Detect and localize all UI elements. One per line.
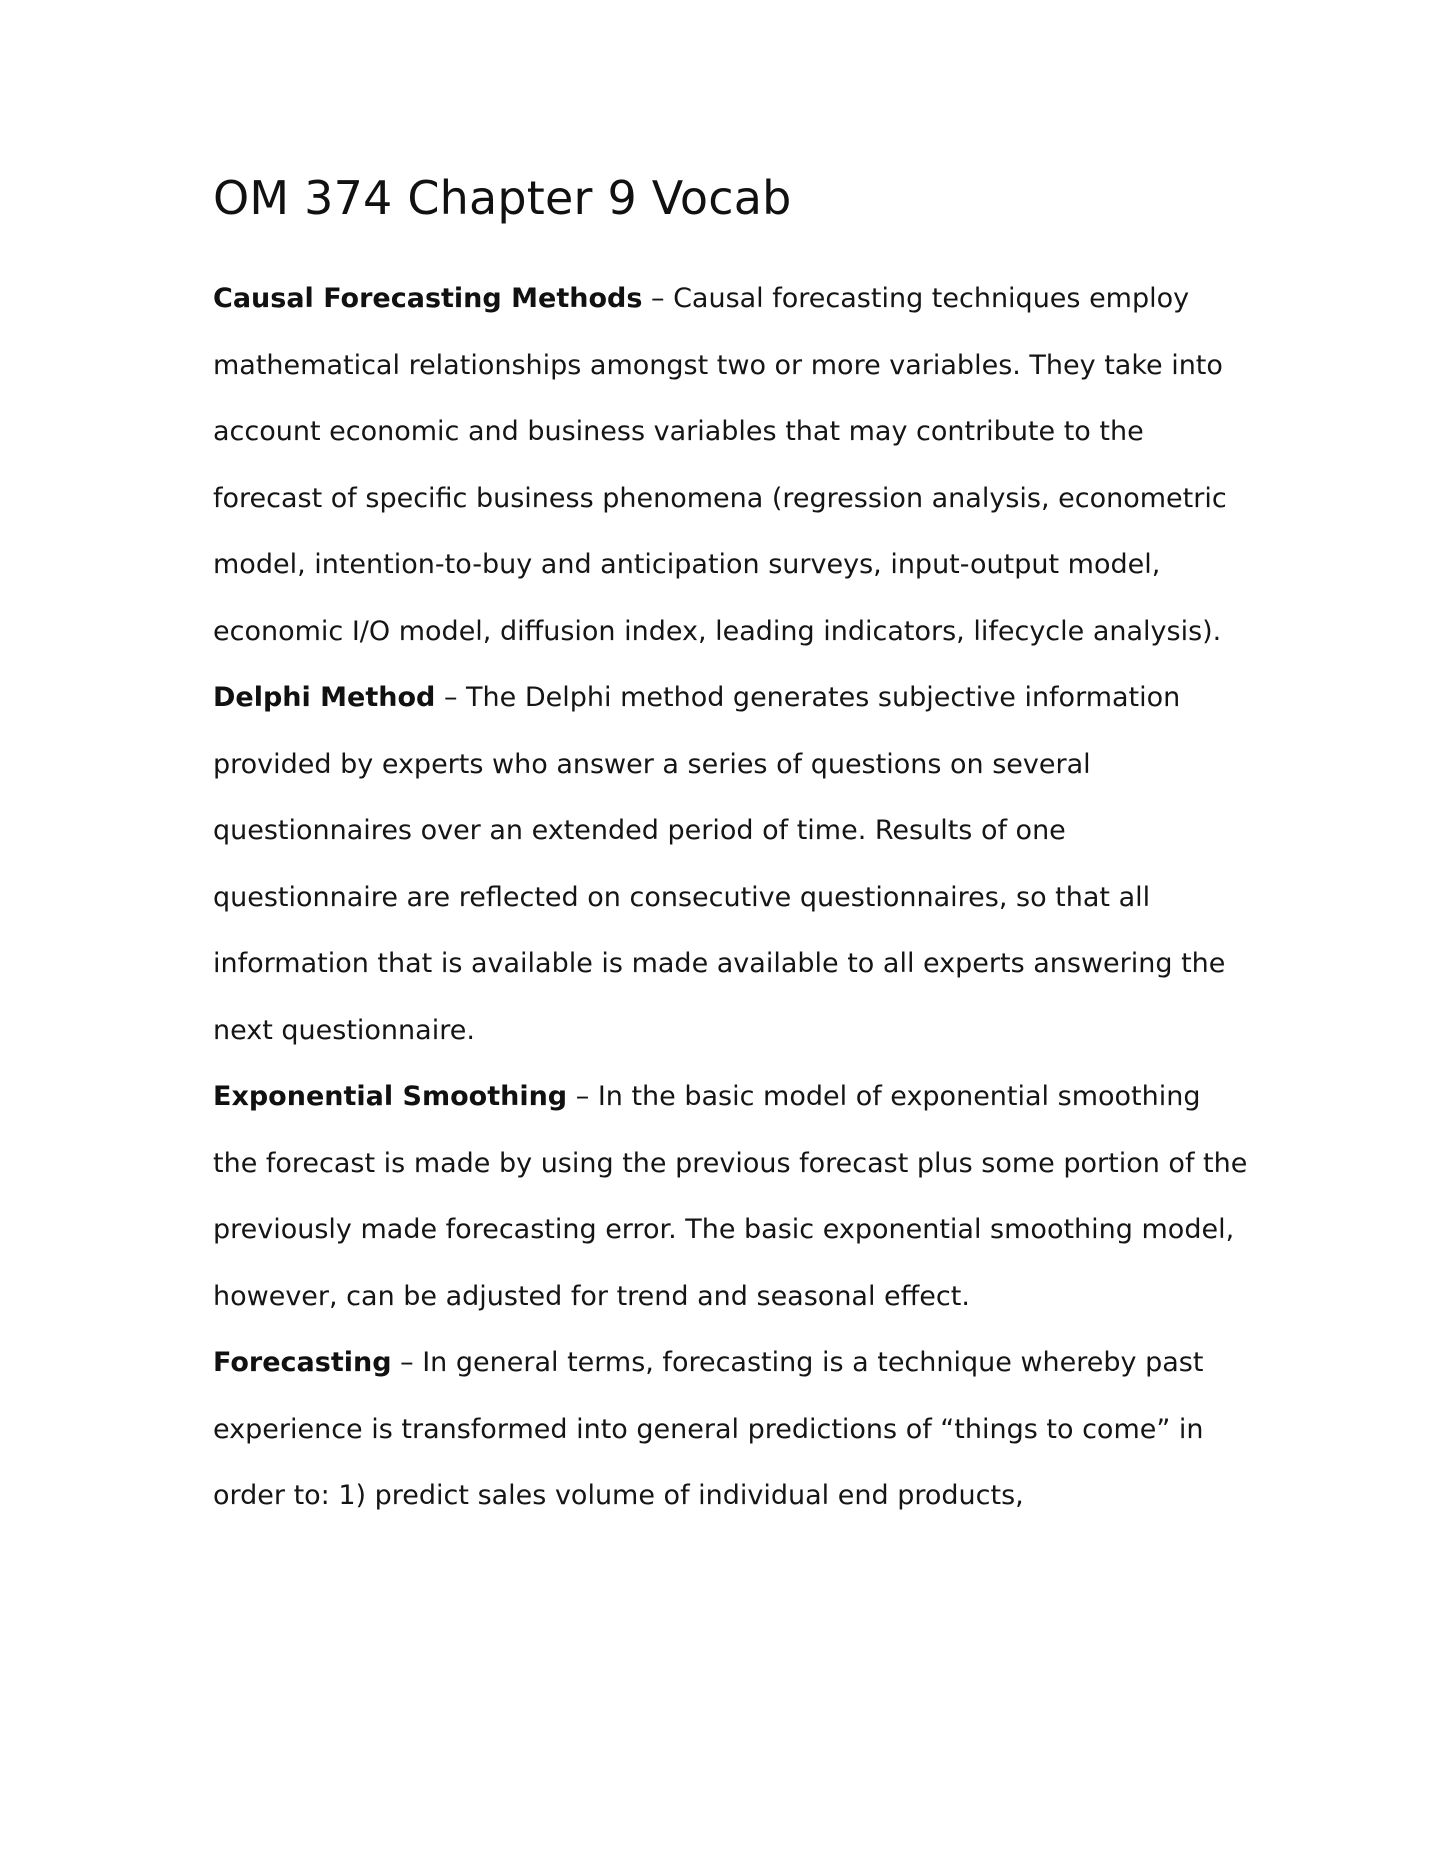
vocab-entry-delphi-method (213, 665, 1253, 1064)
vocab-entry-causal-forecasting (213, 266, 1253, 665)
vocab-term: Causal Forecasting Methods (213, 283, 643, 314)
vocab-term: Forecasting (213, 1347, 392, 1378)
vocab-definition: In general terms, forecasting is a technique whereby past experience is transformed into general predictions of “things to come” in order to: 1) predict sales volume of individual end products, (213, 1347, 1204, 1511)
term-separator: – (642, 283, 674, 314)
vocab-entry-forecasting (213, 1330, 1253, 1530)
document-title: OM 374 Chapter 9 Vocab (213, 171, 792, 225)
vocab-definition: The Delphi method generates subjective information provided by experts who answer a series of questions on several questionnaires over an extended period of time. Results of one questionnaire are reflected on consecutive questionnaires, so that all information that is available is made available to all experts answering the next questionnaire. (213, 682, 1226, 1046)
term-separator: – (567, 1081, 598, 1112)
vocab-term: Delphi Method (213, 682, 436, 713)
vocab-definition: Causal forecasting techniques employ mathematical relationships amongst two or more variables. They take into account economic and business variables that may contribute to the forecast of specific business phenomena (regression analysis, econometric model, intention-to-buy and anticipation surveys, input-output model, economic I/O model, diffusion index, leading indicators, lifecycle analysis). (213, 283, 1227, 647)
vocab-definition: In the basic model of exponential smoothing the forecast is made by using the previous forecast plus some portion of the previously made forecasting error. The basic exponential smoothing model, however, can be adjusted for trend and seasonal effect. (213, 1081, 1248, 1312)
term-separator: – (391, 1347, 423, 1378)
document-page (213, 170, 1253, 1530)
term-separator: – (435, 682, 467, 713)
vocab-entry-exponential-smoothing (213, 1064, 1253, 1330)
vocab-term: Exponential Smoothing (213, 1081, 568, 1112)
